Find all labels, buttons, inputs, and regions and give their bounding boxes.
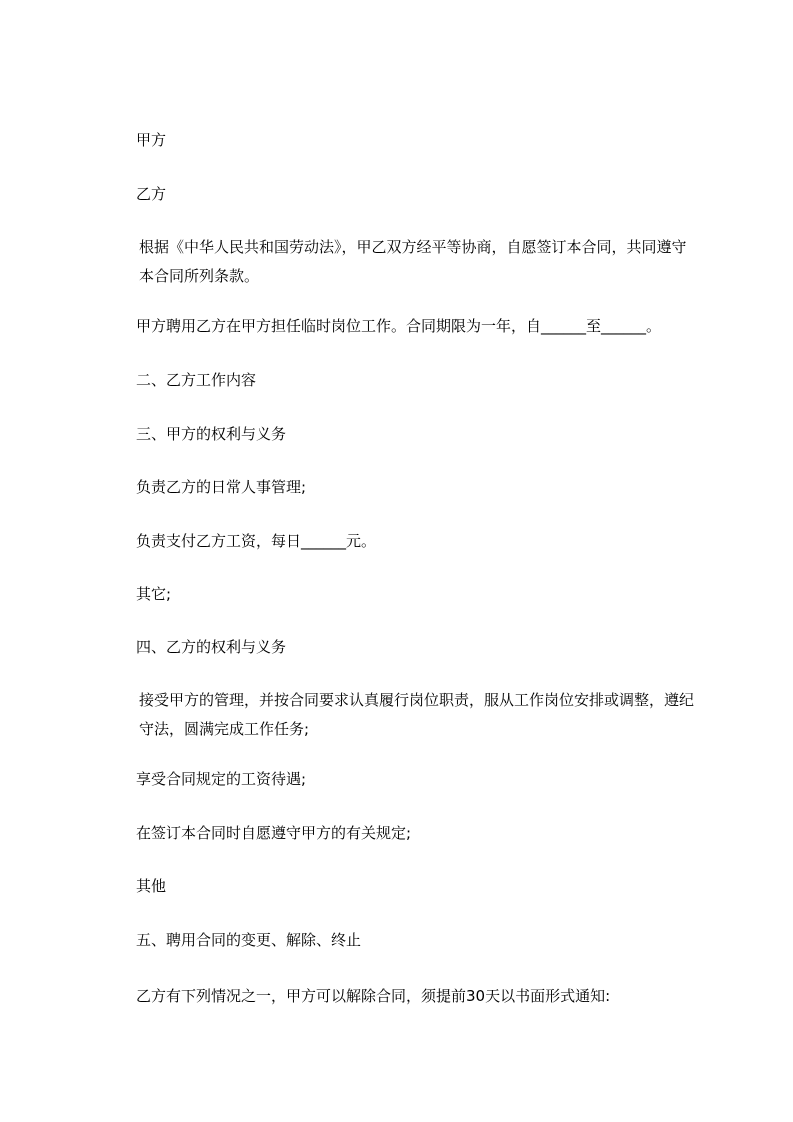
- party-b-duty-rules: 在签订本合同时自愿遵守甲方的有关规定;: [136, 824, 412, 842]
- preamble-paragraph: 根据《中华人民共和国劳动法》，甲乙双方经平等协商，自愿签订本合同，共同遵守本合同所列条款。: [139, 238, 687, 285]
- party-a-label: 甲方: [136, 131, 167, 149]
- party-b-right-wages: 享受合同规定的工资待遇;: [136, 770, 307, 788]
- party-b-duty-accept-management: 接受甲方的管理，并按合同要求认真履行岗位职责，服从工作岗位安排或调整，遵纪守法，圆满完成工作任务;: [139, 691, 695, 738]
- party-a-duty-personnel: 负责乙方的日常人事管理;: [136, 478, 307, 496]
- section-5-heading: 五、聘用合同的变更、解除、终止: [136, 931, 362, 949]
- term-paragraph: 甲方聘用乙方在甲方担任临时岗位工作。合同期限为一年，自______至______。: [136, 317, 662, 335]
- party-b-label: 乙方: [136, 185, 167, 203]
- party-b-other: 其他: [136, 877, 167, 895]
- termination-conditions-paragraph: 乙方有下列情况之一，甲方可以解除合同，须提前30天以书面形式通知:: [136, 987, 611, 1005]
- section-3-heading: 三、甲方的权利与义务: [136, 425, 287, 443]
- section-2-heading: 二、乙方工作内容: [136, 371, 257, 389]
- party-a-duty-other: 其它;: [136, 585, 172, 603]
- party-a-duty-wages: 负责支付乙方工资，每日______元。: [136, 532, 377, 550]
- section-4-heading: 四、乙方的权利与义务: [136, 638, 287, 656]
